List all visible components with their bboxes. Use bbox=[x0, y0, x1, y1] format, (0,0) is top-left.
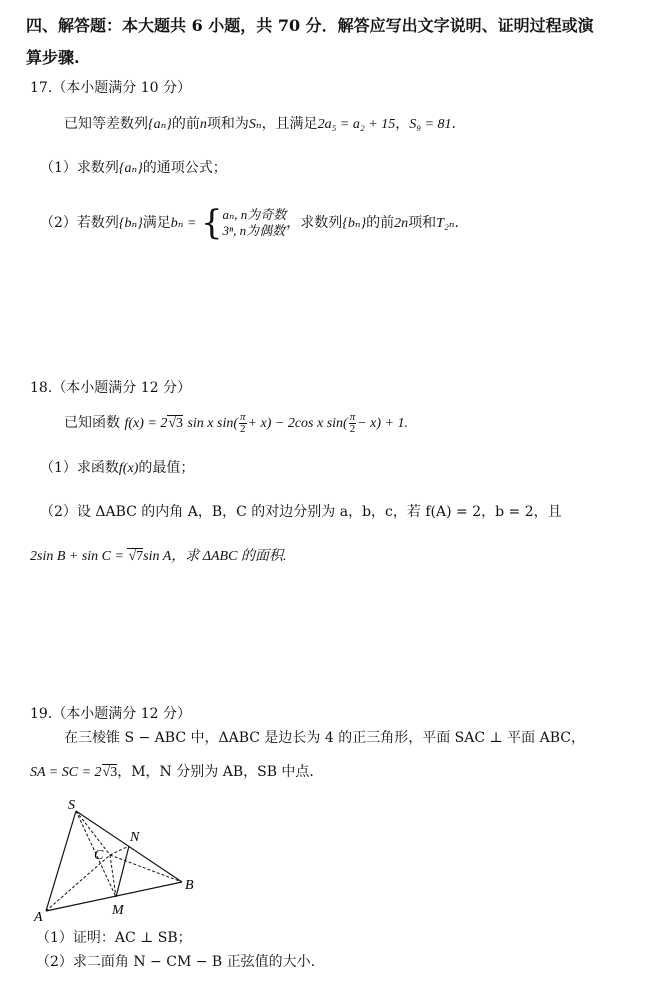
q17-stem: 已知等差数列{aₙ}的前n项和为Sₙ，且满足2a₅ = a₂ + 15，S₉ = 81. bbox=[64, 116, 456, 132]
q19-header: 19.（本小题满分 12 分） bbox=[30, 706, 191, 722]
edge-CN bbox=[110, 846, 129, 855]
q17-part1: （1）求数列{aₙ}的通项公式； bbox=[40, 160, 227, 176]
label-N: N bbox=[130, 830, 140, 845]
edge-MN bbox=[116, 846, 129, 897]
section-title-line2: 算步骤. bbox=[26, 48, 80, 67]
section-title-line1: 四、解答题：本大题共 6 小题，共 70 分．解答应写出文字说明、证明过程或演 bbox=[26, 16, 594, 35]
q18-stem: 已知函数 f(x) = 2√3 sin x sin( $\frac{\pi}{2}$ + x) − 2cos x sin( $\frac{\pi}{2}$ − x) + 1. bbox=[64, 410, 408, 435]
q17-header: 17.（本小题满分 10 分） bbox=[30, 80, 191, 96]
label-M: M bbox=[112, 903, 124, 918]
q19-part2: （2）求二面角 N − CM − B 正弦值的大小. bbox=[36, 954, 316, 970]
label-A: A bbox=[34, 910, 43, 925]
label-C: C bbox=[94, 848, 104, 863]
q18-part2-line2: 2sin B + sin C = √7sin A，求 ΔABC 的面积. bbox=[30, 549, 287, 564]
q18-part1: （1）求函数f(x)的最值； bbox=[40, 460, 195, 476]
q19-stem-line1: 在三棱锥 S − ABC 中，ΔABC 是边长为 4 的正三角形，平面 SAC ⊥ 平面 ABC， bbox=[64, 730, 585, 746]
tetrahedron-figure bbox=[30, 796, 210, 926]
q18-header: 18.（本小题满分 12 分） bbox=[30, 380, 191, 396]
q18-part2-line1: （2）设 ΔABC 的内角 A，B，C 的对边分别为 a，b，c，若 f(A) = 2，b = 2，且 bbox=[40, 504, 562, 520]
q17-part2: （2）若数列{bₙ}满足bₙ = { aₙ, n为奇数 3ⁿ, n为偶数 ，求数列{bₙ}的前2n项和T₂ₙ. bbox=[40, 203, 459, 243]
label-B: B bbox=[185, 878, 194, 893]
q19-part1: （1）证明：AC ⊥ SB； bbox=[36, 930, 192, 946]
label-S: S bbox=[68, 798, 75, 813]
edge-SA bbox=[46, 811, 76, 911]
q19-stem-line2: SA = SC = 2√3，M，N 分别为 AB，SB 中点. bbox=[30, 764, 314, 780]
